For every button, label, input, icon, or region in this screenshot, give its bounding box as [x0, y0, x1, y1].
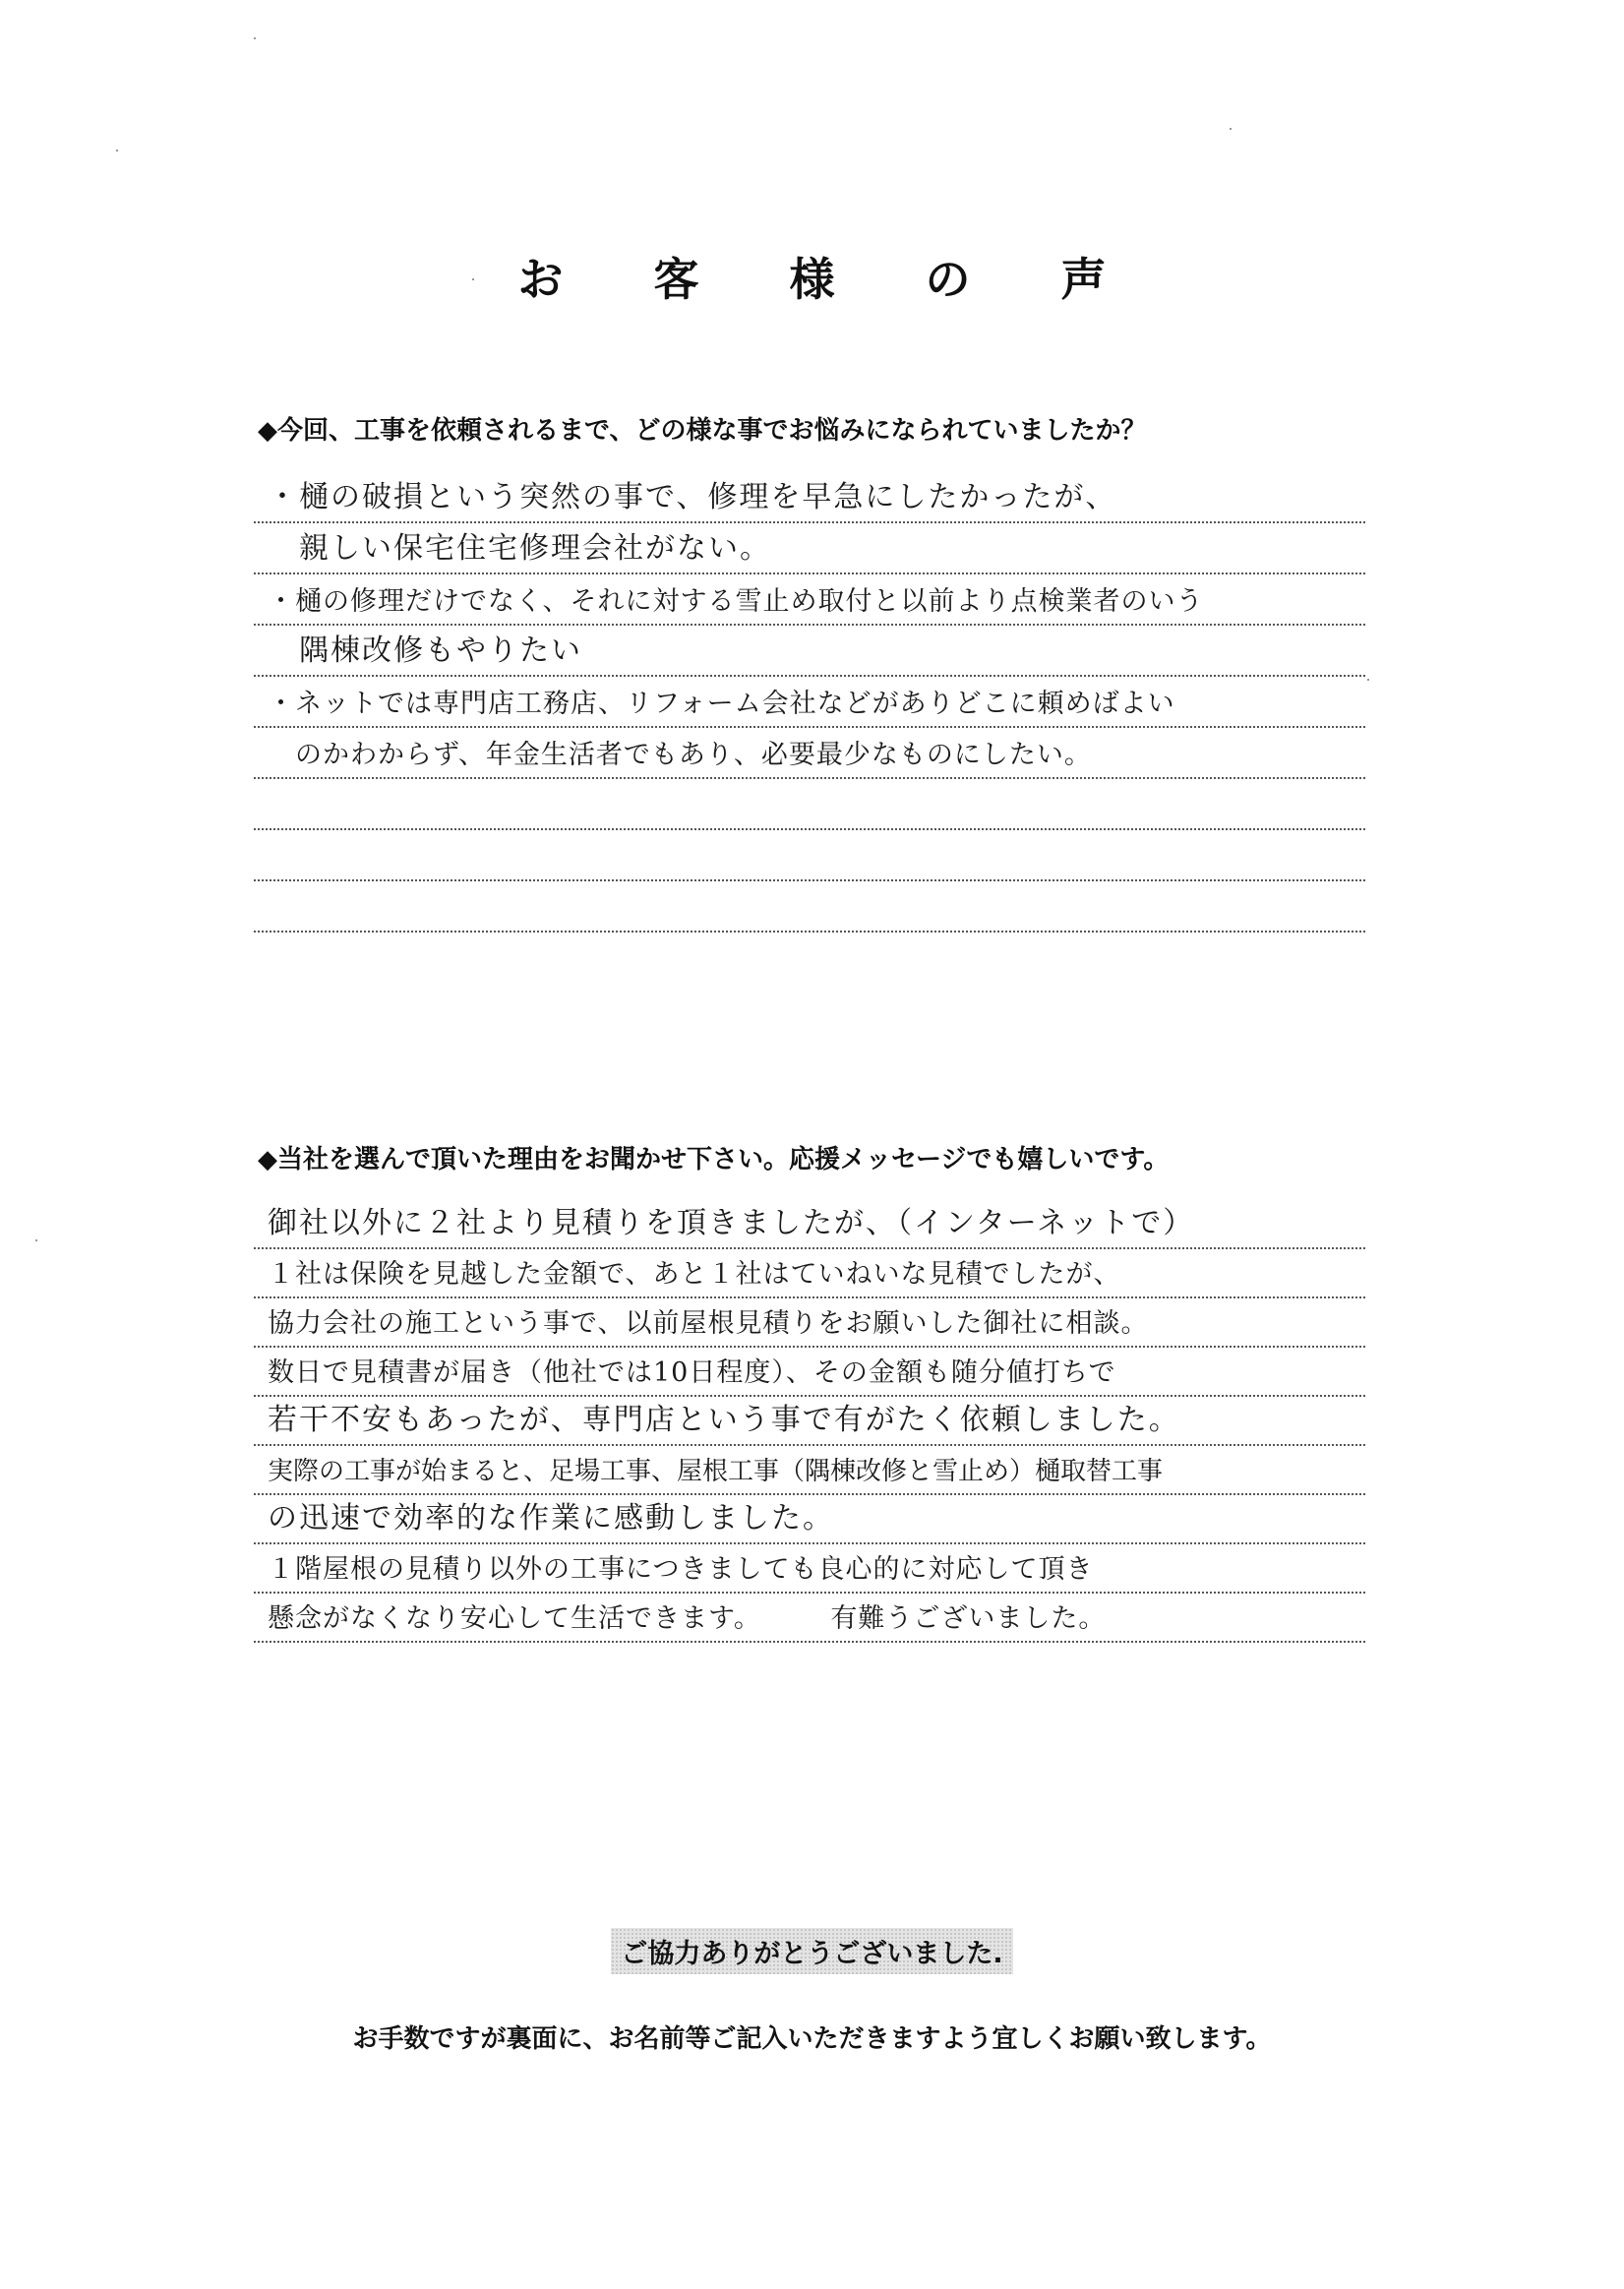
handwritten-text: 懸念がなくなり安心して生活できます。 有難うございました。 [268, 1603, 1107, 1634]
handwritten-text: 数日で見積書が届き（他社では10日程度）、その金額も随分値打ちで [268, 1357, 1116, 1388]
handwritten-text: 協力会社の施工という事で、以前屋根見積りをお願いした御社に相談。 [268, 1308, 1149, 1339]
handwritten-text: ・ネットでは専門店工務店、リフォーム会社などがありどこに頼めばよい [268, 689, 1175, 719]
scan-speck [254, 37, 256, 39]
handwritten-text: 実際の工事が始まると、足場工事、屋根工事（隅棟改修と雪止め）樋取替工事 [268, 1457, 1164, 1486]
handwritten-text: 隅棟改修もやりたい [268, 633, 582, 668]
scan-speck [35, 1239, 37, 1241]
answer-line [254, 1446, 1365, 1495]
answer-line [254, 1397, 1365, 1446]
page-title: お 客 様 の 声 [517, 253, 1144, 306]
answer-line [254, 1544, 1365, 1594]
answer-line [254, 1249, 1365, 1298]
answer-line [254, 523, 1365, 574]
footer-note: お手数ですが裏面に、お名前等ご記入いただきますよう宜しくお願い致します。 [352, 2024, 1272, 2054]
answer-line [254, 1348, 1365, 1397]
question-1: ◆今回、工事を依頼されるまで、どの様な事でお悩みになられていましたか？ [258, 416, 1147, 446]
answer-line [254, 881, 1365, 933]
answer-line [254, 779, 1365, 830]
answer-line [254, 1298, 1365, 1348]
answer-line [254, 728, 1365, 779]
handwritten-text: 御社以外に２社より見積りを頂きましたが、（インターネットで） [268, 1206, 1195, 1240]
answer-2-area [254, 1200, 1365, 1643]
handwritten-text: ・樋の修理だけでなく、それに対する雪止め取付と以前より点検業者のいう [268, 586, 1204, 617]
answer-line [254, 677, 1365, 728]
answer-line [254, 472, 1365, 523]
thanks-banner [0, 1928, 1624, 1974]
handwritten-text: １社は保険を見越した金額で、あと１社はていねいな見積でしたが、 [268, 1259, 1121, 1290]
handwritten-text: ・樋の破損という突然の事で、修理を早急にしたかったが、 [268, 480, 1117, 514]
handwritten-text: 若干不安もあったが、専門店という事で有がたく依頼しました。 [268, 1403, 1180, 1437]
answer-1-area [254, 472, 1365, 933]
answer-line [254, 626, 1365, 677]
answer-line [254, 1200, 1365, 1249]
answer-line [254, 1495, 1365, 1544]
handwritten-text: の迅速で効率的な作業に感動しました。 [268, 1501, 834, 1536]
handwritten-text: 親しい保宅住宅修理会社がない。 [268, 531, 771, 566]
scan-speck [116, 150, 118, 151]
thanks-text: ご協力ありがとうございました. [611, 1928, 1012, 1974]
handwritten-text: １階屋根の見積り以外の工事につきましても良心的に対応して頂き [268, 1554, 1094, 1585]
scan-speck [472, 278, 474, 280]
answer-line [254, 830, 1365, 881]
handwritten-text: のかわからず、年金生活者でもあり、必要最少なものにしたい。 [268, 740, 1092, 770]
question-2: ◆当社を選んで頂いた理由をお聞かせ下さい。応援メッセージでも嬉しいです。 [258, 1145, 1170, 1175]
scan-speck [1230, 128, 1232, 130]
answer-line [254, 1594, 1365, 1643]
scan-speck [1367, 679, 1369, 681]
answer-line [254, 574, 1365, 626]
